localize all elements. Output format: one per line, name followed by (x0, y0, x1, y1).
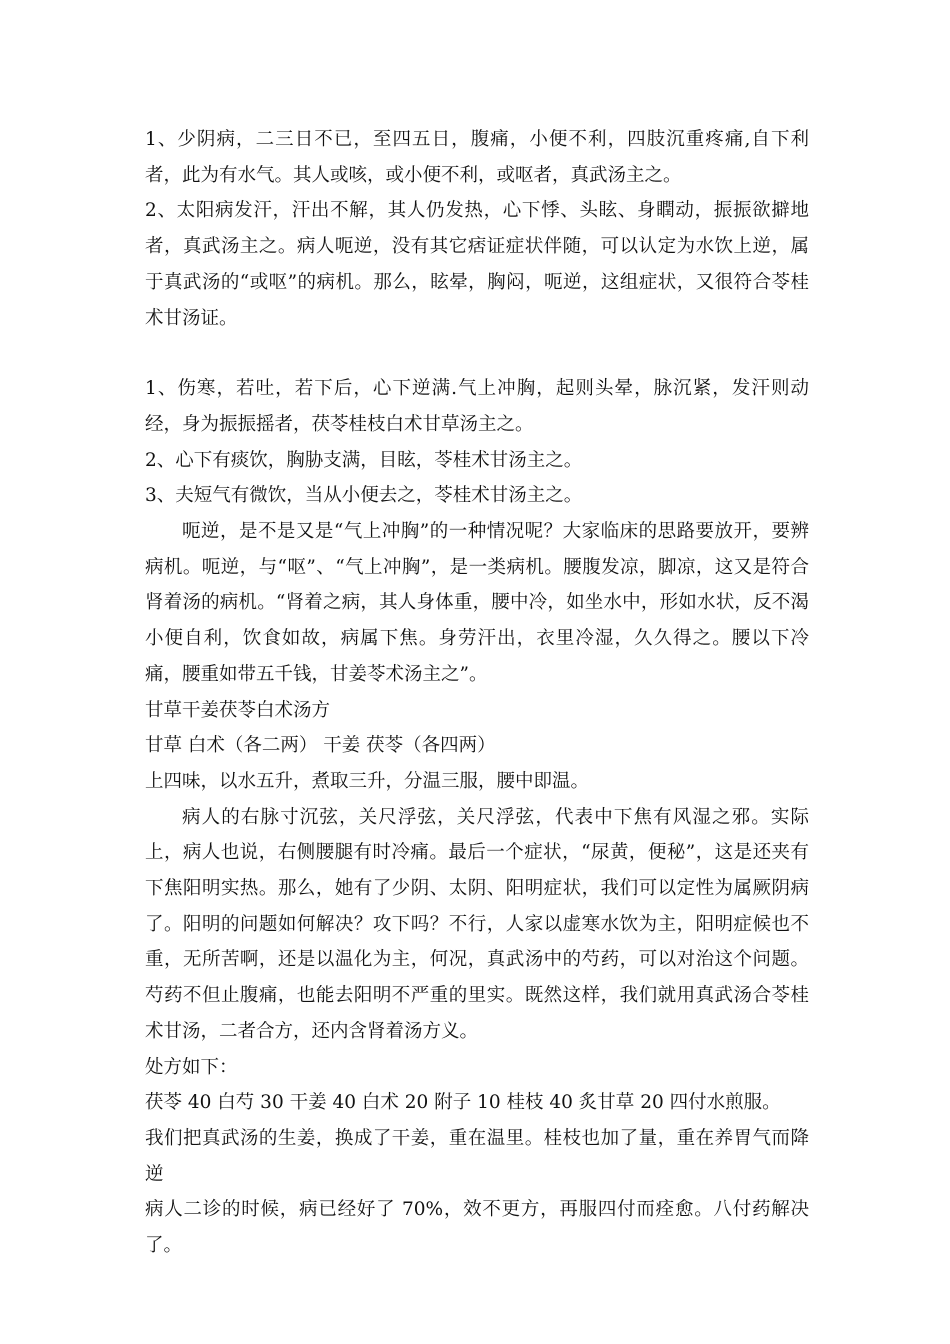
paragraph: 甘草干姜茯苓白术汤方 (145, 699, 331, 721)
paragraph: 2、太阳病发汗，汗出不解，其人仍发热，心下悸、头眩、身瞤动，振振欲擗地者，真武汤主之。病人呃逆，没有其它痞证症状伴随，可以认定为水饮上逆，属于真武汤的“或呕”的病机。那么，眩晕，胸闷，呃逆，这组症状，又很符合苓桂术甘汤证。 (145, 200, 809, 329)
paragraph: 茯苓 40 白芍 30 干姜 40 白术 20 附子 10 桂枝 40 炙甘草 20 四付水煎服。 (145, 1092, 781, 1114)
paragraph: 甘草 白术（各二两） 干姜 茯苓（各四两） (145, 735, 496, 757)
paragraph: 呃逆，是不是又是“气上冲胸”的一种情况呢？大家临床的思路要放开，要辨病机。呃逆，与“呕”、“气上冲胸”，是一类病机。腰腹发凉，脚凉，这又是符合肾着汤的病机。“肾着之病，其人身体重，腰中冷，如坐水中，形如水状，反不渴小便自利，饮食如故，病属下焦。身劳汗出，衣里冷湿，久久得之。腰以下冷痛，腰重如带五千钱，甘姜苓术汤主之”。 (145, 521, 809, 685)
paragraph: 1、伤寒，若吐，若下后，心下逆满.气上冲胸，起则头晕，脉沉紧，发汗则动经，身为振振摇者，茯苓桂枝白术甘草汤主之。 (145, 378, 809, 435)
paragraph: 处方如下： (145, 1056, 238, 1078)
paragraph: 病人二诊的时候，病已经好了 70%，效不更方，再服四付而痊愈。八付药解决了。 (145, 1199, 809, 1257)
paragraph: 1、少阴病，二三日不已，至四五日，腹痛，小便不利，四肢沉重疼痛,自下利者，此为有水气。其人或咳，或小便不利，或呕者，真武汤主之。 (145, 129, 809, 186)
paragraph: 上四味，以水五升，煮取三升，分温三服，腰中即温。 (145, 770, 590, 792)
paragraph: 3、夫短气有微饮，当从小便去之，苓桂术甘汤主之。 (145, 485, 583, 507)
paragraph: 2、心下有痰饮，胸胁支满，目眩，苓桂术甘汤主之。 (145, 449, 583, 471)
paragraph-gap (145, 336, 809, 371)
paragraph: 我们把真武汤的生姜，换成了干姜，重在温里。桂枝也加了量，重在养胃气而降逆 (145, 1127, 809, 1185)
document-body (145, 122, 809, 1264)
paragraph: 病人的右脉寸沉弦，关尺浮弦，关尺浮弦，代表中下焦有风湿之邪。实际上，病人也说，右侧腰腿有时冷痛。最后一个症状，“尿黄，便秘”，这是还夹有下焦阳明实热。那么，她有了少阴、太阴、阳明症状，我们可以定性为属厥阴病了。阳明的问题如何解决？攻下吗？不行，人家以虚寒水饮为主，阳明症候也不重，无所苦啊，还是以温化为主，何况，真武汤中的芍药，可以对治这个问题。芍药不但止腹痛，也能去阳明不严重的里实。既然这样，我们就用真武汤合苓桂术甘汤，二者合方，还内含肾着汤方义。 (145, 806, 809, 1042)
